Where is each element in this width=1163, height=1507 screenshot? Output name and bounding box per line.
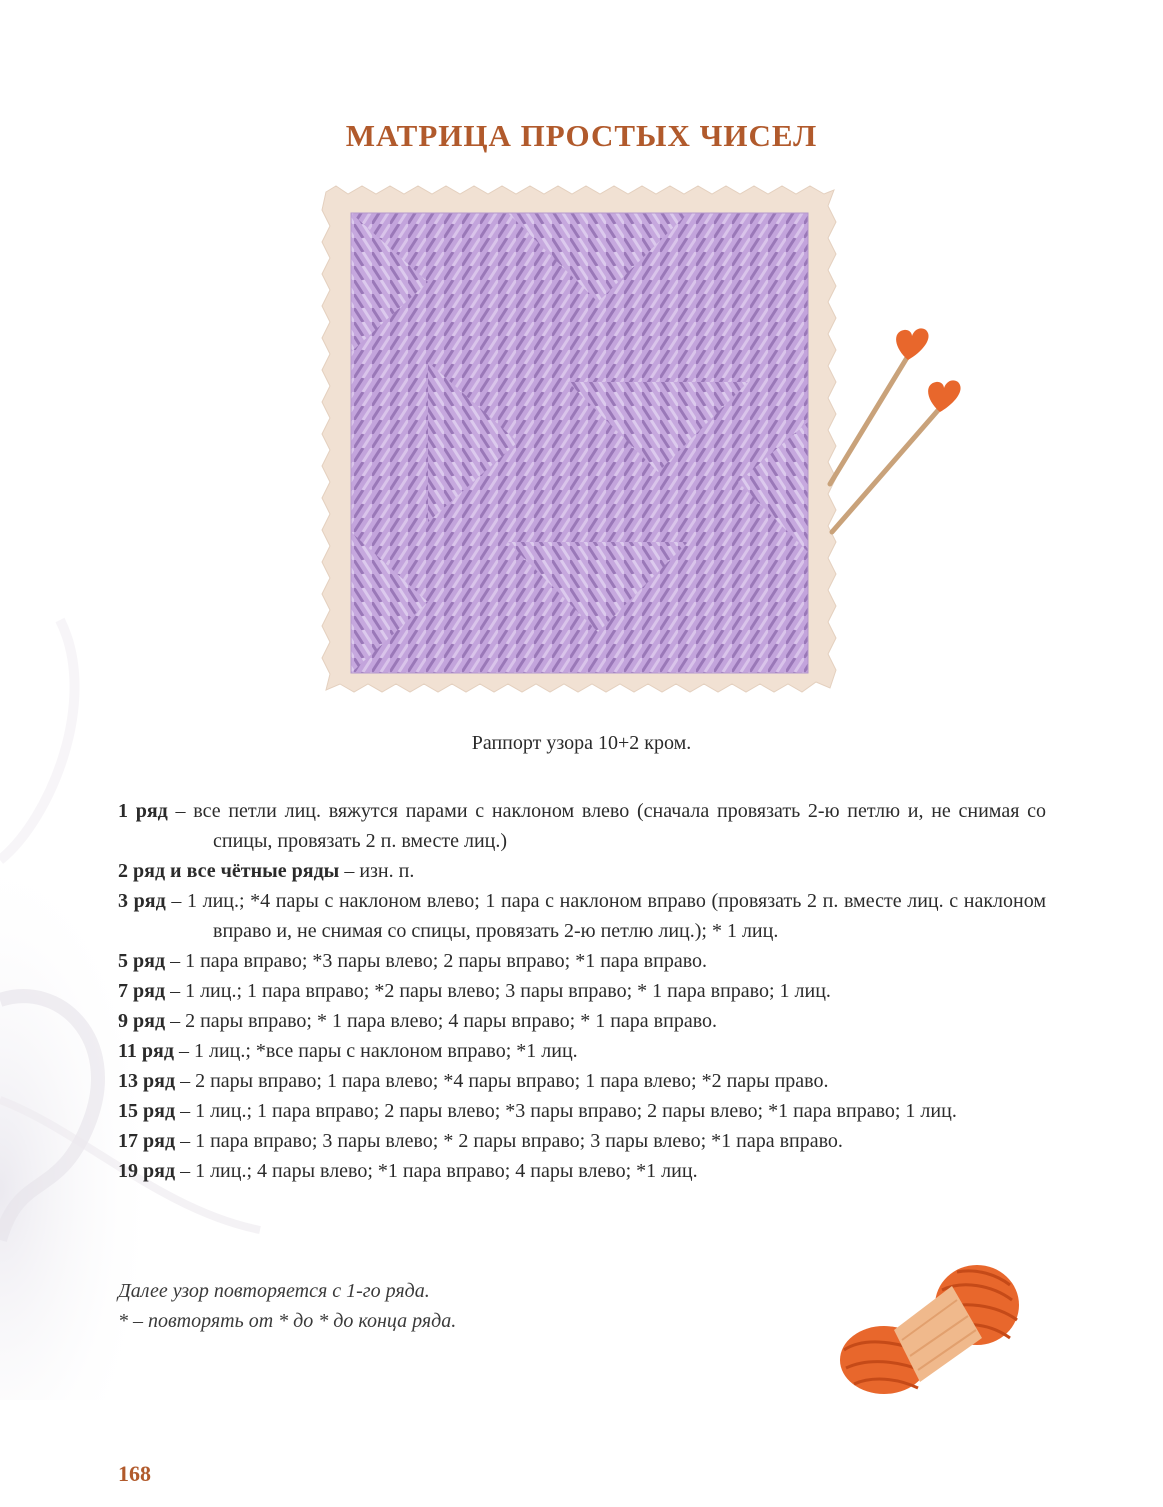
row-label: 17 ряд xyxy=(118,1130,176,1152)
knit-swatch-photo xyxy=(318,182,840,698)
row-label: 13 ряд xyxy=(118,1070,176,1092)
pattern-notes xyxy=(118,1276,456,1336)
row-text: – 1 пара вправо; 3 пары влево; * 2 пары вправо; 3 пары влево; *1 пара вправо. xyxy=(175,1130,843,1152)
row-instruction xyxy=(118,1156,1046,1186)
row-text: – 1 лиц.; 4 пары влево; *1 пара вправо; 4 пары влево; *1 лиц. xyxy=(175,1160,698,1182)
row-instruction xyxy=(118,1096,1046,1126)
row-instruction xyxy=(118,796,1046,856)
row-label: 3 ряд xyxy=(118,890,166,912)
asterisk-note: * – повторять от * до * до конца ряда. xyxy=(118,1310,457,1332)
row-instruction xyxy=(118,976,1046,1006)
row-instruction xyxy=(118,1126,1046,1156)
row-instruction xyxy=(118,946,1046,976)
row-instruction xyxy=(118,886,1046,946)
row-instruction xyxy=(118,1066,1046,1096)
row-instruction xyxy=(118,1006,1046,1036)
repeat-note: Далее узор повторяется с 1-го ряда. xyxy=(118,1280,430,1302)
row-text: – 2 пары вправо; 1 пара влево; *4 пары вправо; 1 пара влево; *2 пары право. xyxy=(175,1070,829,1092)
row-label: 5 ряд xyxy=(118,950,166,972)
yarn-skein-icon xyxy=(832,1260,1032,1400)
page-number: 168 xyxy=(118,1461,151,1486)
row-text: – 1 лиц.; *4 пары с наклоном влево; 1 пара с наклоном вправо (провязать 2 п. вместе лиц. с наклоном вправо и, не снимая со спицы, провязать 2-ю петлю лиц.); * 1 лиц. xyxy=(165,890,1046,942)
row-label: 11 ряд xyxy=(118,1040,174,1062)
row-text: – 1 лиц.; 1 пара вправо; 2 пары влево; *3 пары вправо; 2 пары влево; *1 пара вправо; 1 лиц. xyxy=(175,1100,957,1122)
row-label: 19 ряд xyxy=(118,1160,176,1182)
row-text: – изн. п. xyxy=(339,860,415,882)
row-label: 7 ряд xyxy=(118,980,166,1002)
row-text: – 1 пара вправо; *3 пары влево; 2 пары вправо; *1 пара вправо. xyxy=(165,950,708,972)
row-instruction xyxy=(118,1036,1046,1066)
page-title: МАТРИЦА ПРОСТЫХ ЧИСЕЛ xyxy=(345,118,818,153)
row-text: – 2 пары вправо; * 1 пара влево; 4 пары вправо; * 1 пара вправо. xyxy=(165,1010,718,1032)
row-label: 15 ряд xyxy=(118,1100,176,1122)
row-label: 1 ряд xyxy=(118,800,168,822)
pattern-caption: Раппорт узора 10+2 кром. xyxy=(471,732,692,754)
row-instructions xyxy=(118,796,1046,1186)
row-label: 2 ряд и все чётные ряды xyxy=(118,860,340,882)
knitting-needles-icon xyxy=(822,320,962,540)
row-text: – 1 лиц.; *все пары с наклоном вправо; *1 лиц. xyxy=(173,1040,578,1062)
row-text: – все петли лиц. вяжутся парами с наклоном влево (сначала провязать 2-ю петлю и, не снимая со спицы, провязать 2 п. вместе лиц.) xyxy=(167,800,1047,852)
row-instruction xyxy=(118,856,1046,886)
row-label: 9 ряд xyxy=(118,1010,166,1032)
row-text: – 1 лиц.; 1 пара вправо; *2 пары влево; 3 пары вправо; * 1 пара вправо; 1 лиц. xyxy=(165,980,831,1002)
